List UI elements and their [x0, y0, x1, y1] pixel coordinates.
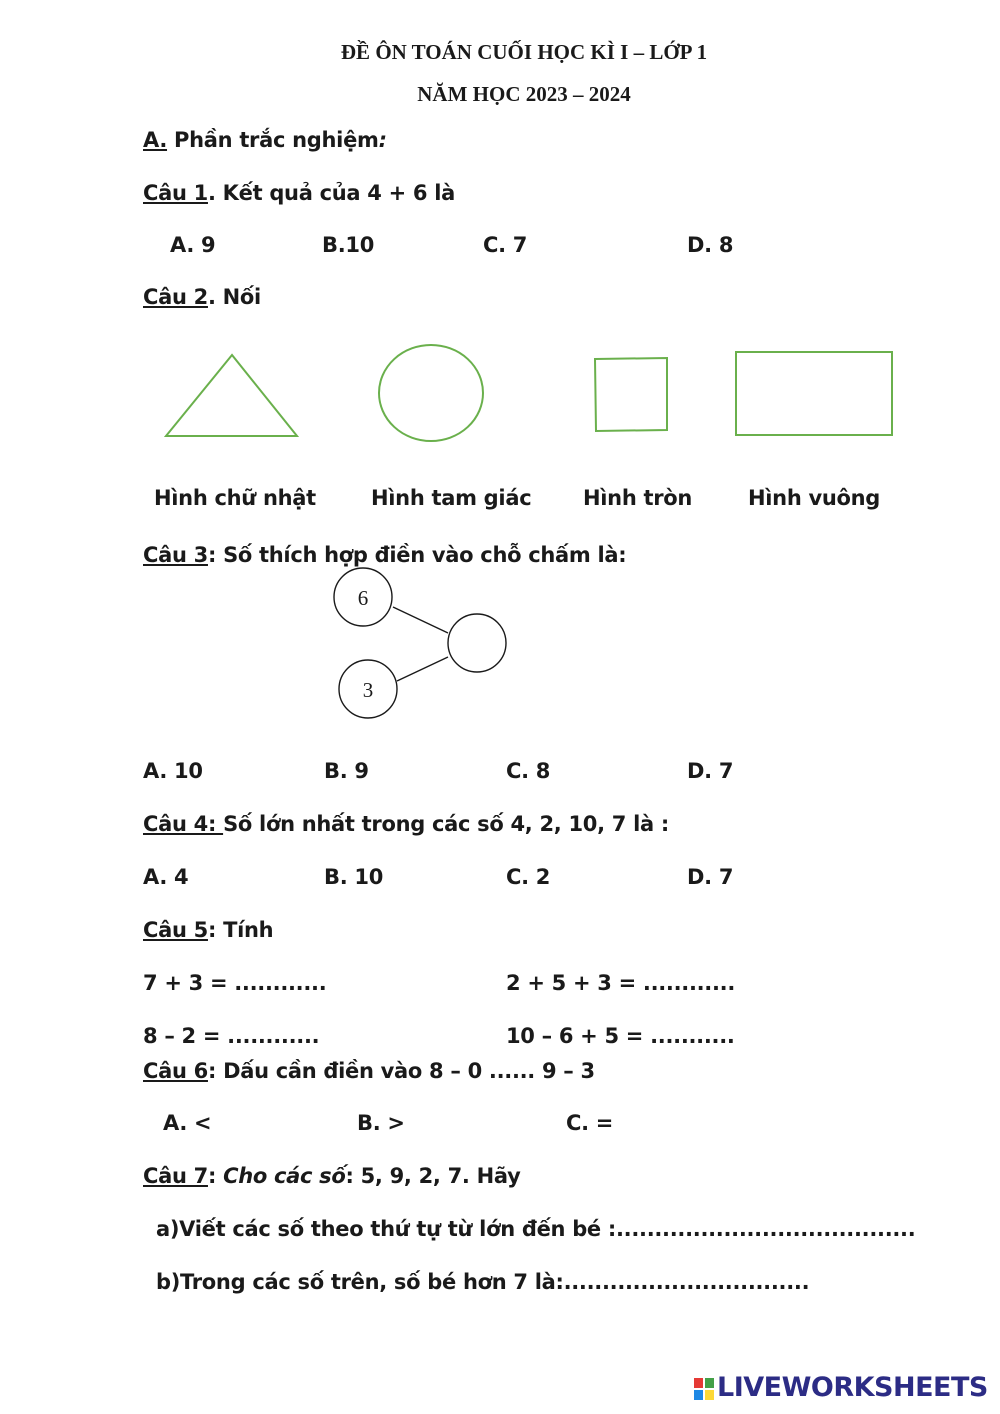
bond-line-bottom — [397, 657, 448, 681]
q1-option-a[interactable]: A. 9 — [170, 233, 216, 257]
shape-name-triangle[interactable]: Hình tam giác — [371, 486, 532, 510]
question-6-label: Câu 6 — [143, 1059, 208, 1083]
section-a-text: Phần trắc nghiệm — [167, 128, 379, 152]
question-3-label: Câu 3 — [143, 543, 208, 567]
q7-part-b[interactable]: b)Trong các số trên, số bé hơn 7 là:................................ — [156, 1270, 810, 1294]
q1-option-c[interactable]: C. 7 — [483, 233, 528, 257]
question-5-text: : Tính — [207, 918, 274, 942]
shape-name-circle[interactable]: Hình tròn — [583, 486, 693, 510]
question-1-label: Câu 1 — [143, 181, 208, 205]
question-2-label: Câu 2 — [143, 285, 208, 309]
page-title-line-2: NĂM HỌC 2023 – 2024 — [417, 82, 631, 106]
question-1-text: . Kết quả của 4 + 6 là — [207, 181, 455, 205]
question-4 — [143, 812, 669, 836]
q7-part-a[interactable]: a)Viết các số theo thứ tự từ lớn đến bé :....................................... — [156, 1217, 916, 1241]
question-7 — [143, 1164, 520, 1188]
section-a-label: A. — [143, 128, 168, 152]
rectangle-shape[interactable] — [736, 352, 892, 435]
triangle-shape[interactable] — [166, 355, 297, 436]
bond-circle-result[interactable] — [448, 614, 506, 672]
question-6-text: : Dấu cần điền vào 8 – 0 ...... 9 – 3 — [207, 1059, 595, 1083]
q1-option-d[interactable]: D. 8 — [687, 233, 734, 257]
question-4-text: Số lớn nhất trong các số 4, 2, 10, 7 là : — [223, 812, 669, 836]
liveworksheets-logo[interactable]: LIVEWORKSHEETS — [717, 1372, 988, 1403]
q6-option-b[interactable]: B. > — [357, 1111, 405, 1135]
shapes-row — [0, 330, 1000, 455]
square-shape[interactable] — [595, 358, 667, 431]
section-a-heading — [143, 128, 387, 152]
number-bond-diagram — [320, 560, 520, 730]
q5-expression-2[interactable]: 2 + 5 + 3 = ............ — [506, 971, 736, 995]
q5-expression-3[interactable]: 8 – 2 = ............ — [143, 1024, 320, 1048]
question-7-colon: : — [207, 1164, 224, 1188]
question-4-label: Câu 4: — [143, 812, 224, 836]
q3-option-b[interactable]: B. 9 — [324, 759, 369, 783]
q3-option-c[interactable]: C. 8 — [506, 759, 551, 783]
circle-shape[interactable] — [379, 345, 483, 441]
q4-option-c[interactable]: C. 2 — [506, 865, 551, 889]
question-3-text: : Số thích hợp điền vào chỗ chấm là: — [207, 543, 627, 567]
q4-option-d[interactable]: D. 7 — [687, 865, 734, 889]
question-2-text: . Nối — [207, 285, 261, 309]
q3-option-a[interactable]: A. 10 — [143, 759, 203, 783]
question-6 — [143, 1059, 595, 1083]
question-1 — [143, 181, 455, 205]
bond-value-bottom: 3 — [362, 678, 374, 702]
liveworksheets-logo-icon — [694, 1378, 714, 1400]
shape-name-square[interactable]: Hình vuông — [748, 486, 881, 510]
page-title-line-1: ĐỀ ÔN TOÁN CUỐI HỌC KÌ I – LỚP 1 — [340, 40, 708, 64]
q5-expression-1[interactable]: 7 + 3 = ............ — [143, 971, 327, 995]
bond-line-top — [393, 607, 448, 633]
question-7-italic: Cho các số — [223, 1164, 346, 1188]
q6-option-a[interactable]: A. < — [163, 1111, 212, 1135]
shape-name-rectangle[interactable]: Hình chữ nhật — [154, 486, 316, 510]
q6-option-c[interactable]: C. = — [566, 1111, 614, 1135]
question-7-label: Câu 7 — [143, 1164, 208, 1188]
q3-option-d[interactable]: D. 7 — [687, 759, 734, 783]
section-a-suffix: : — [378, 128, 387, 152]
q1-option-b[interactable]: B.10 — [322, 233, 375, 257]
q5-expression-4[interactable]: 10 – 6 + 5 = ........... — [506, 1024, 735, 1048]
question-2 — [143, 285, 261, 309]
question-7-text: : 5, 9, 2, 7. Hãy — [345, 1164, 521, 1188]
question-5 — [143, 918, 273, 942]
q4-option-a[interactable]: A. 4 — [143, 865, 189, 889]
q4-option-b[interactable]: B. 10 — [324, 865, 384, 889]
bond-value-top: 6 — [357, 586, 369, 610]
question-5-label: Câu 5 — [143, 918, 208, 942]
